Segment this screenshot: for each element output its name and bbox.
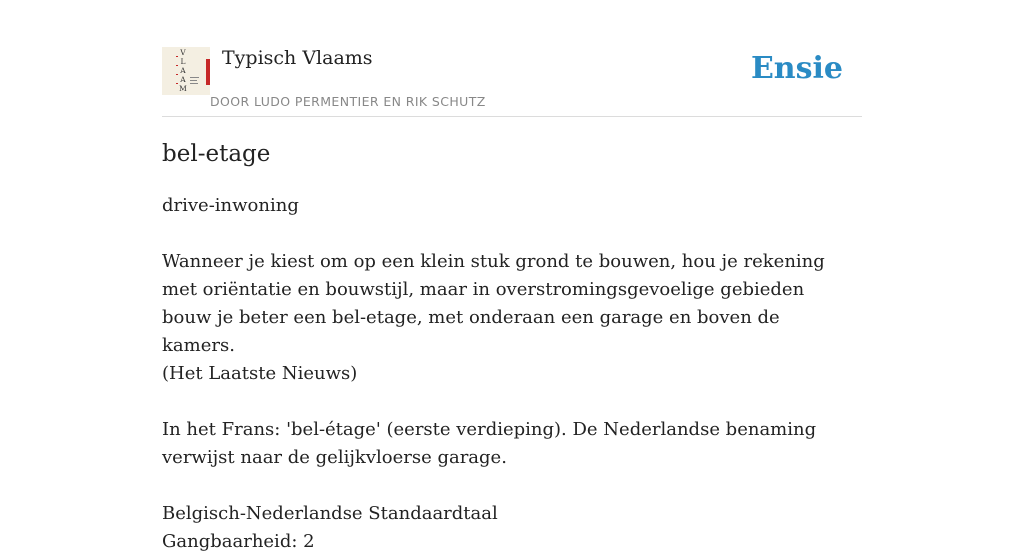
entry-note: In het Frans: 'bel-étage' (eerste verdieping). De Nederlandse benaming verwijst naar de gelijkvloerse garage.: [162, 419, 817, 468]
byline: DOOR LUDO PERMENTIER EN RIK SCHUTZ: [210, 94, 486, 109]
svg-text:M: M: [179, 84, 187, 93]
entry-content: [162, 138, 852, 556]
svg-text:L: L: [180, 57, 186, 66]
entry-body: [162, 192, 852, 556]
svg-text:A: A: [180, 66, 186, 75]
entry-frequency: Gangbaarheid: 2: [162, 531, 315, 552]
entry-register: Belgisch-Nederlandse Standaardtaal: [162, 503, 498, 524]
book-cover-icon: [162, 47, 210, 95]
svg-text:A: A: [180, 75, 186, 84]
avatar[interactable]: [162, 47, 210, 95]
entry-word: bel-etage: [162, 141, 271, 167]
header: [162, 46, 862, 117]
entry-definition: drive-inwoning: [162, 195, 299, 216]
collection-title[interactable]: Typisch Vlaams: [222, 47, 373, 69]
brand-logo[interactable]: Ensie: [750, 51, 843, 86]
entry-example: Wanneer je kiest om op een klein stuk grond te bouwen, hou je rekening met oriëntatie en bouwstijl, maar in overstromingsgevoelige gebieden bouw je beter een bel-etage, met onderaan een garage en boven de kamers.: [162, 251, 825, 356]
svg-text:V: V: [180, 48, 186, 57]
entry-source: (Het Laatste Nieuws): [162, 363, 358, 384]
